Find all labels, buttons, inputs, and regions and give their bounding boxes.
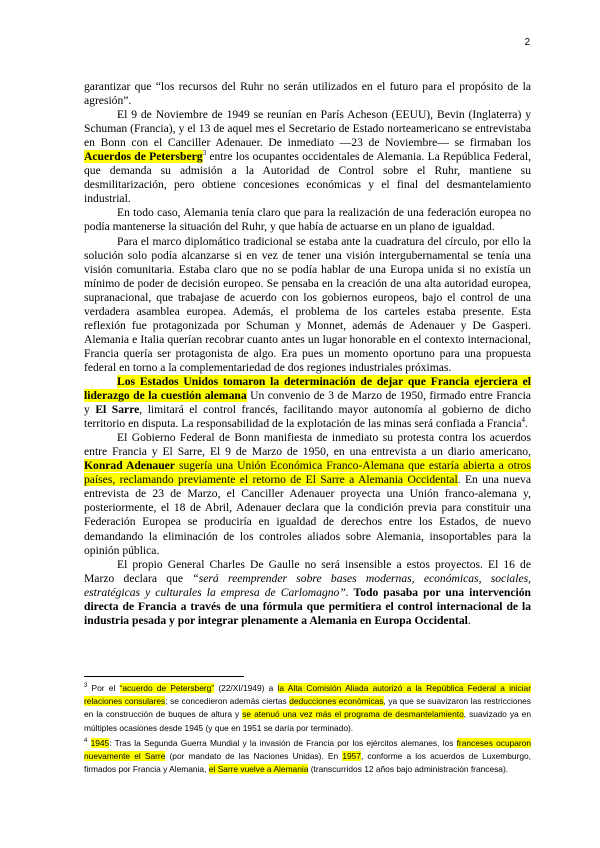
- footnote-3: $^3$ Por el “acuerdo de Petersberg” (22/XI/1949) a la Alta Comisión Aliada autorizó a la República Federal a iniciar relaciones consulares; se concedieron además ciertas deducciones económicas, ya que se suavizaron las restricciones en la construcción de buques de altura y se atenuó una vez más el programa de desmantelamiento, suavizado ya en múltiples ocasiones desde 1945 (y que en 1951 se daría por terminado).: [84, 683, 531, 733]
- paragraph-5: Los Estados Unidos tomaron la determinación de dejar que Francia ejerciera el liderazgo de la cuestión alemana Un convenio de 3 de Marzo de 1950, firmado entre Francia y El Sarre, limitará el control francés, facilitando mayor autonomía al gobierno de dicho territorio en disputa. La responsabilidad de la explotación de las minas será confiada a Francia$^4$.: [84, 374, 531, 431]
- quote-de-gaulle: “será reemprender sobre bases modernas, económicas, sociales, estratégicas y culturales la empresa de Carlomagno”.: [84, 571, 531, 599]
- footnote-4: $^4$ 1945: Tras la Segunda Guerra Mundial y la invasión de Francia por los ejércitos alemanes, los franceses ocuparon nuevamente el Sarre (por mandato de las Naciones Unidas). En 1957, conforme a los acuerdos de Luxemburgo, firmados por Francia y Alemania, el Sarre vuelve a Alemania (transcurridos 12 años bajo administración francesa).: [84, 738, 532, 775]
- paragraph-6: El Gobierno Federal de Bonn manifiesta de inmediato su protesta contra los acuerdos entre Francia y El Sarre, El 9 de Marzo de 1950, en una entrevista a un diario americano, Konrad Adenauer sugería una Unión Económica Franco-Alemana que estaría abierta a otros países, reclamando previamente el retorno de El Sarre a Alemania Occidental. En una nueva entrevista de 23 de Marzo, el Canciller Adenauer proyecta una Unión franco-alemana y, posteriormente, el 18 de Abril, Adenauer declara que la condición previa para constituir una Federación Europea se produciría en igualdad de derechos entre los Estados, de nuevo demandando la eliminación de los controles aliados sobre Alemania, insoportables para la opinión pública.: [84, 431, 531, 557]
- paragraph-3: En todo caso, Alemania tenía claro que para la realización de una federación europea no podía mantenerse la situación del Ruhr, y que había de actuarse en un plano de igualdad.: [84, 206, 531, 234]
- highlight-petersberg: Acuerdos de Petersberg: [84, 150, 203, 164]
- footnote-ref-3[interactable]: 3: [202, 149, 207, 158]
- body-text: [84, 80, 531, 628]
- paragraph-2: El 9 de Noviembre de 1949 se reunían en París Acheson (EEUU), Bevin (Inglaterra) y Schuman (Francia), y el 13 de aquel mes el Secretario de Estado norteamericano se entrevistaba en Bonn con el Canciller Adenauer. De inmediato —23 de Noviembre— se firmaban los Acuerdos de Petersberg$^3$ entre los ocupantes occidentales de Alemania. La República Federal, que demanda su admisión a la Autoridad de Control sobre el Ruhr, mantiene su desmilitarización, pero obtiene concesiones económicas y el final del desmantelamiento industrial.: [84, 108, 531, 206]
- highlight-union-economica: sugería una Unión Económica Franco-Alemana que estaría abierta a otros países, reclamando previamente el retorno de El Sarre a Alemania Occidental: [84, 459, 531, 487]
- footnote-separator: [84, 676, 244, 677]
- bold-el-sarre: El Sarre: [95, 403, 140, 417]
- footnote-ref-4[interactable]: 4: [521, 416, 526, 425]
- highlight-adenauer: Konrad Adenauer: [84, 459, 175, 473]
- page-number: 2: [524, 37, 530, 48]
- highlight-eeuu-liderazgo: Los Estados Unidos tomaron la determinación de dejar que Francia ejerciera el liderazgo de la cuestión alemana: [84, 374, 531, 403]
- paragraph-7: El propio General Charles De Gaulle no será insensible a estos proyectos. El 16 de Marzo declara que “será reemprender sobre bases modernas, económicas, sociales, estratégicas y culturales la empresa de Carlomagno”. Todo pasaba por una intervención directa de Francia a través de una fórmula que permitiera el control internacional de la industria pesada y por integrar plenamente a Alemania en Europa Occidental.: [84, 557, 531, 627]
- bold-conclusion: Todo pasaba por una intervención directa de Francia a través de una fórmula que permitiera el control internacional de la industria pesada y por integrar plenamente a Alemania en Europa Occidental: [84, 585, 531, 627]
- paragraph-1: garantizar que “los recursos del Ruhr no serán utilizados en el futuro para el propósito de la agresión”.: [84, 80, 531, 108]
- paragraph-4: Para el marco diplomático tradicional se estaba ante la cuadratura del círculo, por ello la solución solo podía alcanzarse si en vez de tener una visión intergubernamental se tenía una visión comunitaria. Estaba claro que no se podía hablar de una Europa unida si no existía un mínimo de poder de decisión europeo. Se pensaba en la creación de una alta autoridad europea, supranacional, que trabajase de acuerdo con los gobiernos europeos, bajo el control de una verdadera asamblea europea. Además, el problema de los carteles estaba presente. Esta reflexión fue protagonizada por Schuman y Monnet, además de Adenauer y De Gasperi. Alemania e Italia querían recobrar cuanto antes un lugar honorable en el contexto internacional, Francia quería ser protagonista de algo. Era pues un momento oportuno para una propuesta federal en torno a la complementariedad de dos regiones industriales próximas.: [84, 234, 531, 374]
